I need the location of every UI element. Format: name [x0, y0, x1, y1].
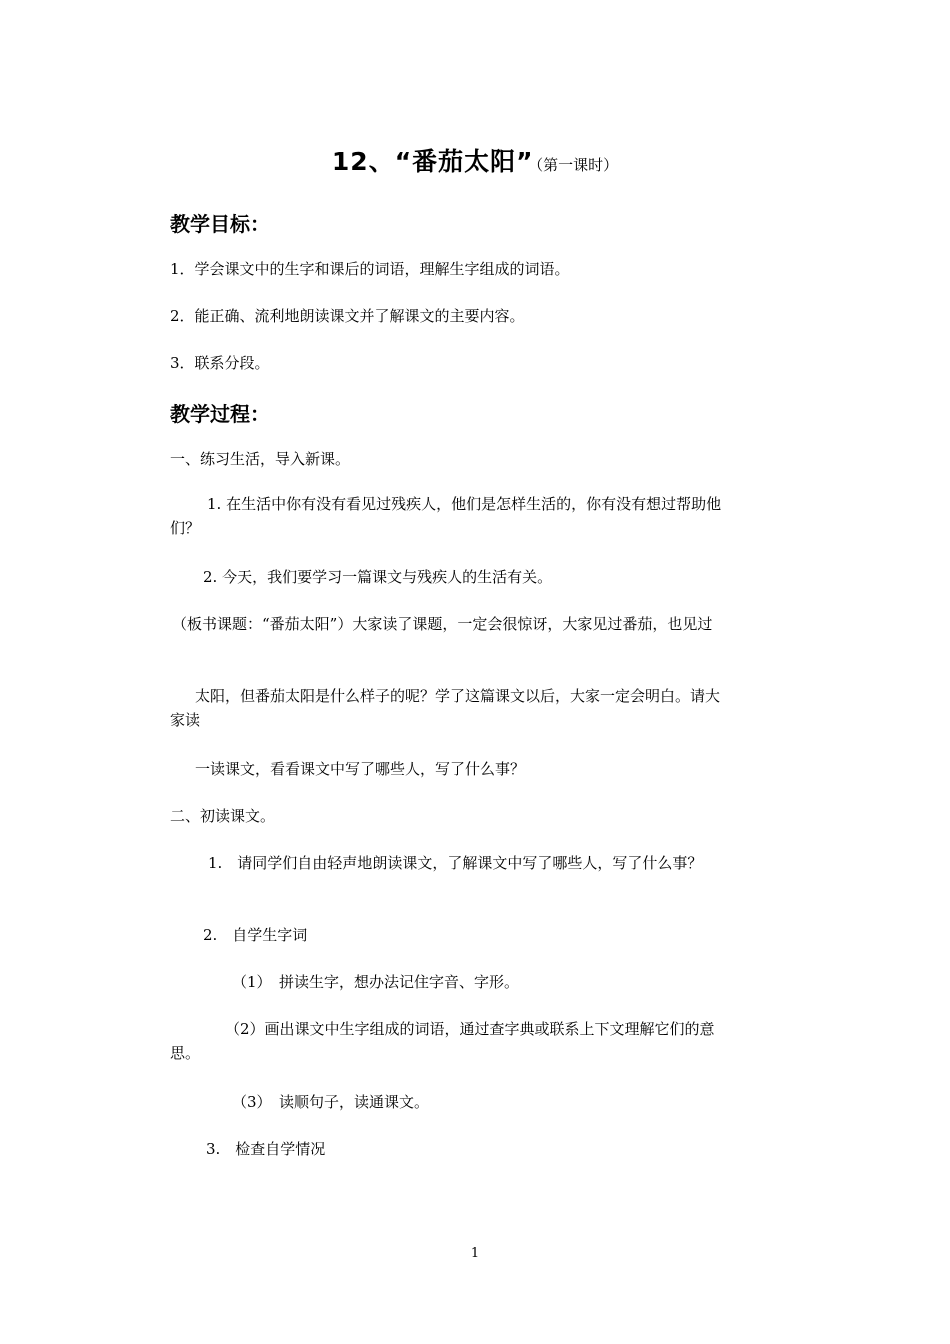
part2-paragraph-1: 1. 请同学们自由轻声地朗读课文，了解课文中写了哪些人，写了什么事？ [208, 854, 703, 872]
page-number: 1 [470, 1246, 480, 1261]
part2-paragraph-3: （1） 拼读生字，想办法记住字音、字形。 [232, 973, 520, 991]
part2-paragraph-2: 2. 自学生字词 [203, 926, 308, 944]
part1-paragraph-4: 太阳，但番茄太阳是什么样子的呢？学了这篇课文以后，大家一定会明白。请大家读 [170, 687, 721, 729]
document-title [0, 142, 950, 178]
part2-paragraph-6: 3. 检查自学情况 [206, 1140, 326, 1158]
part1-paragraph-3: （板书课题：“番茄太阳”）大家读了课题，一定会很惊讶，大家见过番茄，也见过 [172, 615, 713, 633]
title-lesson-period: （第一课时） [535, 156, 619, 174]
part2-paragraph-4: （2）画出课文中生字组成的词语，通过查字典或联系上下文理解它们的意思。 [170, 1020, 715, 1062]
part1-heading: 一、练习生活，导入新课。 [170, 450, 351, 468]
process-heading: 教学过程： [170, 402, 270, 426]
part1-paragraph-2: 2. 今天，我们要学习一篇课文与残疾人的生活有关。 [203, 568, 553, 586]
part1-paragraph-1: 1. 在生活中你有没有看见过残疾人，他们是怎样生活的，你有没有想过帮助他们？ [170, 495, 722, 537]
part2-heading: 二、初读课文。 [170, 807, 276, 825]
part2-paragraph-5: （3） 读顺句子，读通课文。 [232, 1093, 430, 1111]
objective-item-2: 2．能正确、流利地朗读课文并了解课文的主要内容。 [170, 307, 525, 325]
objective-item-3: 3．联系分段。 [170, 354, 270, 372]
title-main: 12、“番茄太阳” [331, 147, 534, 176]
objective-item-1: 1．学会课文中的生字和课后的词语，理解生字组成的词语。 [170, 260, 570, 278]
part1-paragraph-5: 一读课文，看看课文中写了哪些人，写了什么事？ [195, 760, 526, 778]
objectives-heading: 教学目标： [170, 212, 270, 236]
